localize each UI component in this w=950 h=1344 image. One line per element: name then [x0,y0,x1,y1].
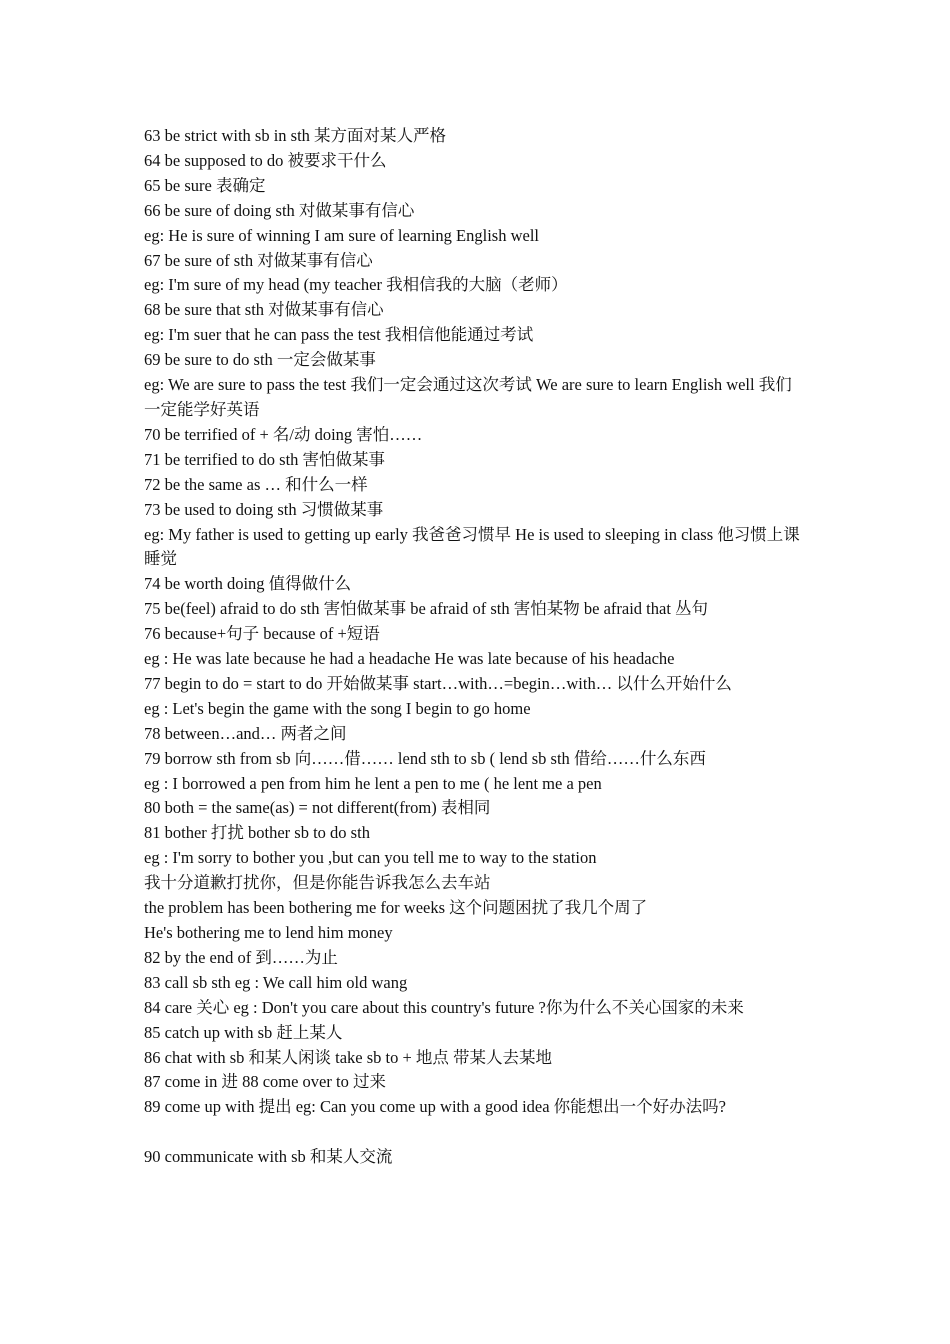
text-line: 80 both = the same(as) = not different(from) 表相同 [144,798,491,818]
text-line: 83 call sb sth eg : We call him old wang [144,972,408,992]
text-line: 78 between…and… 两者之间 [144,723,347,743]
text-line: 68 be sure that sth 对做某事有信心 [144,300,384,320]
text-line: 73 be used to doing sth 习惯做某事 [144,499,384,519]
text-line: 86 chat with sb 和某人闲谈 take sb to + 地点 带某人去某地 [144,1047,553,1067]
blank-line [144,1120,808,1145]
example-line: eg: I'm suer that he can pass the test 我相信他能通过考试 [144,325,534,345]
example-line: eg: He is sure of winning I am sure of learning English well [144,225,539,245]
example-line: eg: My father is used to getting up early 我爸爸习惯早 He is used to sleeping in class 他习惯上课睡觉 [144,524,800,569]
example-line: eg : He was late because he had a headache He was late because of his headache [144,649,675,669]
text-line: 64 be supposed to do 被要求干什么 [144,150,387,170]
text-line: 87 come in 进 88 come over to 过来 [144,1072,386,1092]
example-line: eg: We are sure to pass the test 我们一定会通过这次考试 We are sure to learn English well 我们一定能学好英语 [144,375,792,419]
text-line: the problem has been bothering me for weeks 这个问题困扰了我几个周了 [144,898,648,918]
text-line: 63 be strict with sb in sth 某方面对某人严格 [144,126,447,145]
text-line: 89 come up with 提出 eg: Can you come up with a good idea 你能想出一个好办法吗? [144,1097,726,1117]
example-line: eg : I'm sorry to bother you ,but can you tell me to way to the station [144,848,597,868]
text-line: 81 bother 打扰 bother sb to do sth [144,823,370,843]
text-line: 84 care 关心 eg : Don't you care about this country's future ?你为什么不关心国家的未来 [144,997,744,1017]
text-line: 67 be sure of sth 对做某事有信心 [144,250,373,270]
text-line: 79 borrow sth from sb 向……借…… lend sth to sb ( lend sb sth 借给……什么东西 [144,748,706,768]
text-line: 66 be sure of doing sth 对做某事有信心 [144,200,415,220]
text-line: 75 be(feel) afraid to do sth 害怕做某事 be afraid of sth 害怕某物 be afraid that 丛句 [144,599,709,619]
text-line: 我十分道歉打扰你，但是你能告诉我怎么去车站 [144,873,491,893]
example-line: eg : I borrowed a pen from him he lent a pen to me ( he lent me a pen [144,773,602,793]
text-line: 76 because+句子 because of +短语 [144,624,380,644]
example-line: eg: I'm sure of my head (my teacher 我相信我的大脑（老师） [144,275,568,295]
text-line: 82 by the end of 到……为止 [144,947,338,967]
text-line: 71 be terrified to do sth 害怕做某事 [144,449,386,469]
text-line: 74 be worth doing 值得做什么 [144,574,352,594]
text-line: 85 catch up with sb 赶上某人 [144,1022,343,1042]
text-line: 65 be sure 表确定 [144,175,266,195]
text-line: 69 be sure to do sth 一定会做某事 [144,350,376,370]
example-line: eg : Let's begin the game with the song I begin to go home [144,698,531,718]
text-line: He's bothering me to lend him money [144,923,393,942]
text-line: 70 be terrified of + 名/动 doing 害怕…… [144,424,423,444]
text-line: 72 be the same as … 和什么一样 [144,474,368,494]
text-line: 77 begin to do = start to do 开始做某事 start…with…=begin…with… 以什么开始什么 [144,673,732,693]
text-line: 90 communicate with sb 和某人交流 [144,1147,393,1167]
document-page [144,124,808,1170]
